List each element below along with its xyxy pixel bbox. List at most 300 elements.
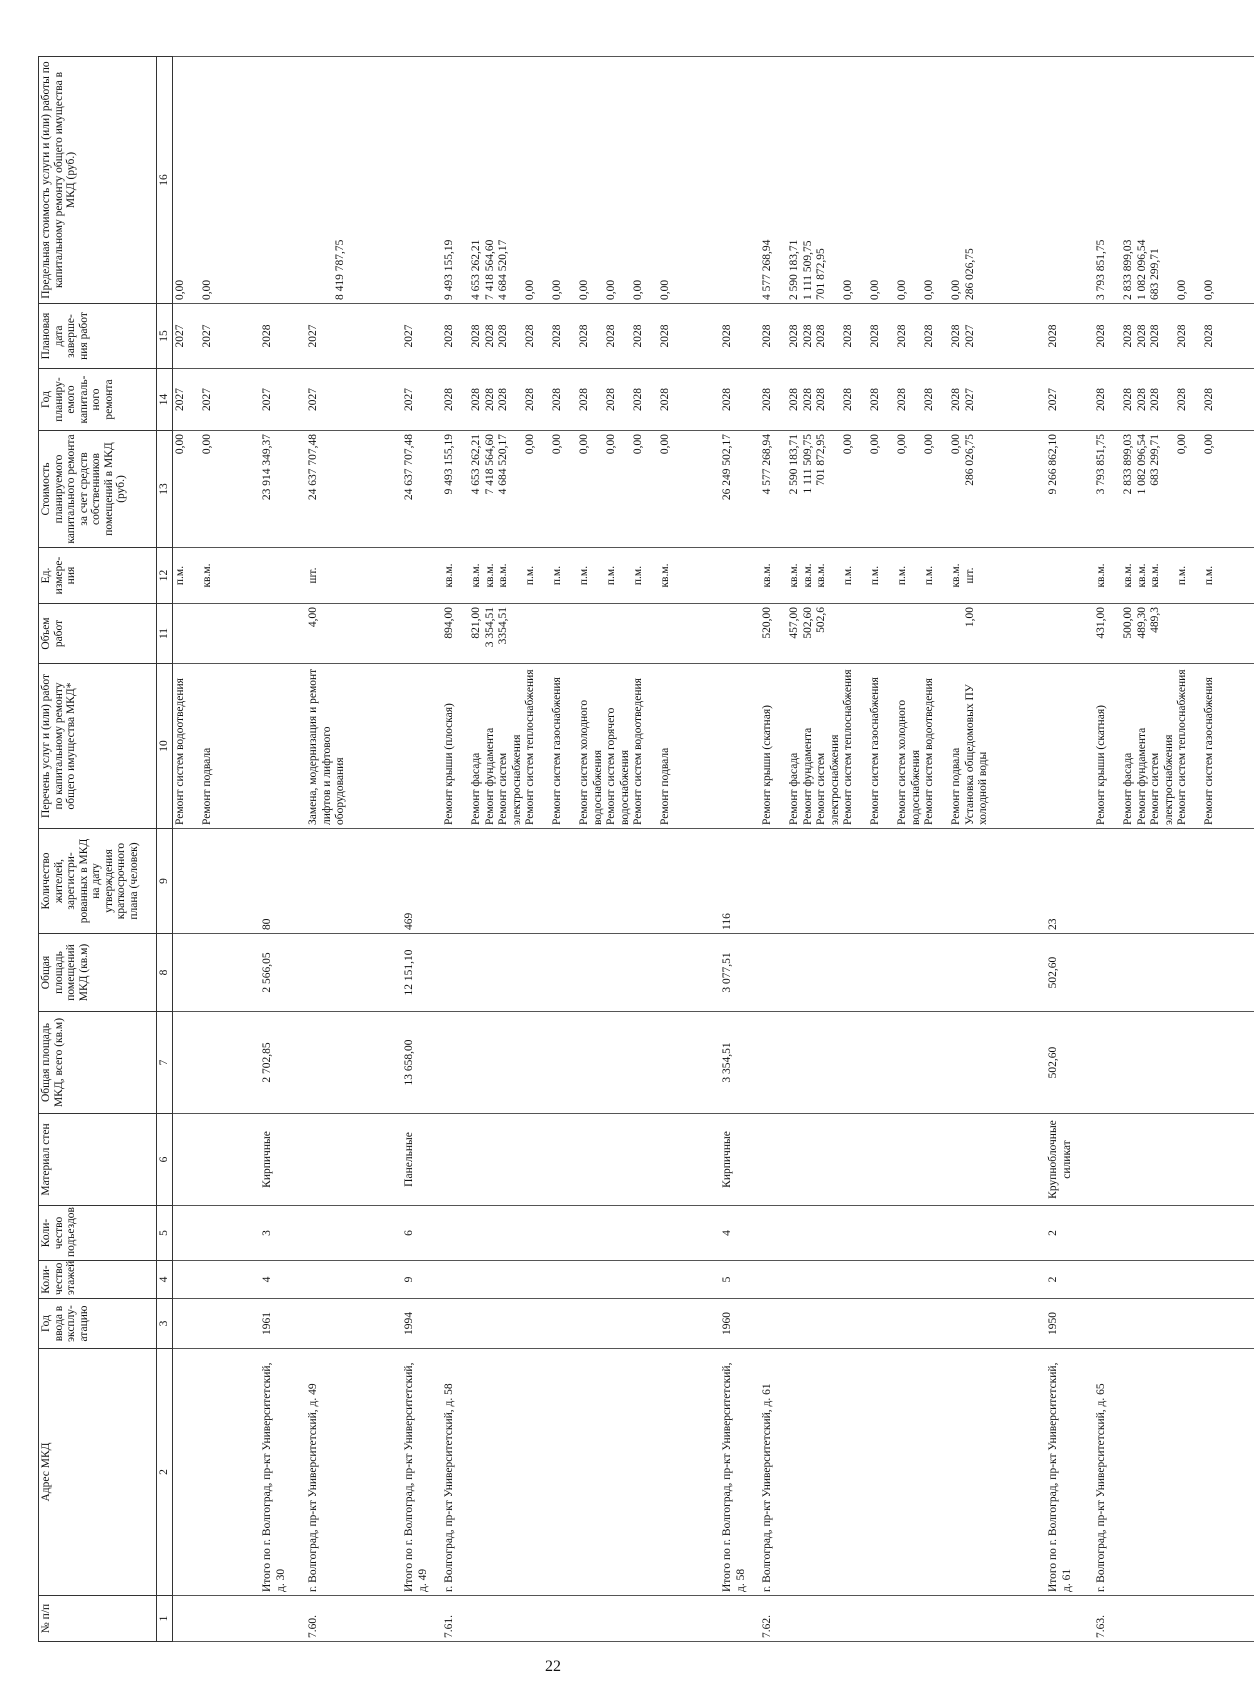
list-item: 0,00 [869,434,881,455]
volumes-list [442,604,720,664]
list-item: 2028 [1122,324,1134,348]
table-body [172,57,1254,1642]
wall-material-cell [1094,1114,1254,1206]
header-cell: Материал стен [39,1114,157,1206]
list-item: 2028 [815,324,827,348]
volumes-list [172,604,260,664]
list-item: 2028 [483,324,496,348]
list-item: 2027 [403,324,415,348]
list-item: 2028 [1149,388,1161,411]
list-item: кв.м. [1095,563,1107,588]
list-item: 4,00 [307,607,319,628]
list-item [950,607,964,660]
address-cell: Итого по г. Волгоград, пр-кт Университетский, д. 61 [1046,1349,1094,1596]
plan-year-list [760,369,1046,431]
row-number [720,1596,760,1642]
page-number: 22 [545,1658,561,1675]
residents-cell: 80 [260,829,306,934]
list-item: 0,00 [200,434,213,455]
wall-material-cell: Крупноблочные силикат [1046,1114,1094,1206]
list-item: 2028 [1047,324,1059,348]
list-item: 23 914 349,37 [261,434,273,501]
list-item: кв.м. [483,563,496,588]
plan-year-list [1094,369,1254,431]
list-item: кв.м. [1149,563,1161,588]
list-item: 2028 [896,388,908,411]
residents-cell [760,829,1046,934]
list-item [869,607,896,660]
commission-year-cell: 1961 [260,1299,306,1349]
residents-cell: 469 [402,829,442,934]
column-number-row [157,57,173,1642]
list-item: п.м. [923,565,935,586]
entrances-cell: 6 [402,1206,442,1261]
list-item: 0,00 [923,279,935,300]
list-item: Ремонт систем теплоснабжения [1176,669,1188,825]
list-item: кв.м. [1122,563,1134,588]
volumes-list [306,604,402,664]
rooms-area-cell [1094,934,1254,1012]
rooms-area-cell [306,934,402,1012]
table-row [720,57,760,1642]
list-item: 3 793 851,75 [1095,434,1107,495]
list-item: кв.м. [815,563,827,588]
list-item: 2028 [261,324,273,348]
list-item: 2028 [1135,324,1148,348]
list-item: 2027 [261,388,273,411]
list-item: 2027 [403,388,415,411]
table-row [402,57,442,1642]
total-area-cell [172,1012,260,1114]
list-item: п.м. [524,565,536,586]
total-area-cell: 13 658,00 [402,1012,442,1114]
works-list [260,664,306,829]
costs-list [306,431,402,548]
list-item: Ремонт систем газоснабжения [551,677,563,825]
floors-cell [1094,1261,1254,1299]
list-item: 2028 [443,324,455,348]
entrances-cell: 3 [260,1206,306,1261]
end-date-list [760,304,1046,369]
list-item: 7 418 564,60 [483,239,496,300]
list-item [659,607,673,660]
address-cell [172,1349,260,1596]
rooms-area-cell [172,934,260,1012]
list-item: 0,00 [605,434,617,455]
costs-list [172,431,260,548]
header-cell: Общая площадь помещений МКД (кв.м) [39,934,157,1012]
list-item: 4 577 268,94 [761,239,773,300]
list-item: 0,00 [173,434,186,455]
list-item: 489,3 [1149,607,1161,633]
entrances-cell [1094,1206,1254,1261]
list-item: 0,00 [842,279,854,300]
list-item: 2027 [1047,388,1059,411]
list-item: 2028 [721,388,733,411]
header-cell: № п/п [39,1596,157,1642]
list-item: п.м. [896,565,908,586]
end-date-list [1094,304,1254,369]
works-list [442,664,720,829]
row-number [1046,1596,1094,1642]
row-number [172,1596,260,1642]
list-item: п.м. [173,565,186,586]
list-item: Ремонт систем газоснабжения [869,677,881,825]
list-item: 0,00 [950,434,962,455]
limit-cost-list [760,57,1046,304]
list-item [842,607,869,660]
limit-cost-list [442,57,720,304]
list-item: 2 590 183,71 [788,434,800,495]
entrances-cell [172,1206,260,1261]
list-item: Ремонт систем холодного водоснабжения [578,699,604,825]
list-item: Ремонт систем теплоснабжения [842,669,854,825]
units-list [260,548,306,604]
list-item: 0,00 [1176,434,1188,455]
costs-list [760,431,1046,548]
header-cell: Объем работ [39,604,157,664]
commission-year-cell [760,1299,1046,1349]
floors-cell: 4 [260,1261,306,1299]
list-item: п.м. [551,565,563,586]
list-item: Ремонт фасада [470,752,482,825]
wall-material-cell: Кирпичные [720,1114,760,1206]
list-item: кв.м. [801,563,814,588]
entrances-cell [442,1206,720,1261]
list-item: 0,00 [896,434,908,455]
list-item: 2028 [842,324,854,348]
list-item [1203,607,1230,660]
list-item [174,607,201,660]
list-item: 3 354,51 [483,607,496,648]
list-item: 0,00 [200,279,213,300]
entrances-cell: 2 [1046,1206,1094,1261]
header-cell: Год ввода в эксплу-атацию [39,1299,157,1349]
total-area-cell: 502,60 [1046,1012,1094,1114]
wall-material-cell [172,1114,260,1206]
floors-cell [760,1261,1046,1299]
list-item: кв.м. [659,563,671,588]
list-item: 2 590 183,71 [788,239,800,300]
list-item: 9 493 155,19 [443,434,455,495]
works-list [172,664,260,829]
row-number [260,1596,306,1642]
list-item: 2028 [950,324,962,348]
header-cell: Стоимость планируемого капитального ремонта за счет средств собственников помещений в МКД (руб.) [39,431,157,548]
list-item: 0,00 [173,279,186,300]
list-item: 2028 [605,388,617,411]
list-item: 2028 [632,324,644,348]
list-item: 0,00 [842,434,854,455]
wall-material-cell [442,1114,720,1206]
plan-year-list [720,369,760,431]
list-item: 286 026,75 [963,434,976,486]
floors-cell: 9 [402,1261,442,1299]
wall-material-cell: Кирпичные [260,1114,306,1206]
list-item: 2027 [200,388,213,411]
list-item: 2028 [1176,388,1188,411]
list-item: 2028 [869,388,881,411]
list-item: 0,00 [524,279,536,300]
list-item: 0,00 [659,434,671,455]
list-item: 24 637 707,48 [403,434,415,501]
column-number: 13 [157,431,173,548]
repair-plan-table [38,56,1254,1642]
list-item: 701 872,95 [815,248,827,300]
list-item: 2028 [1095,324,1107,348]
row-number [402,1596,442,1642]
list-item: Ремонт фундамента [1135,727,1148,825]
floors-cell: 2 [1046,1261,1094,1299]
rooms-area-cell: 3 077,51 [720,934,760,1012]
list-item: 2028 [1203,388,1215,411]
list-item: 2027 [200,324,213,348]
table-row [306,57,402,1642]
total-area-cell [306,1012,402,1114]
list-item: 1 082 096,54 [1135,434,1148,495]
list-item: Ремонт систем теплоснабжения [524,669,536,825]
list-item: 2028 [842,388,854,411]
list-item: кв.м. [470,563,482,588]
costs-list [442,431,720,548]
list-item: 9 493 155,19 [443,239,455,300]
commission-year-cell: 1994 [402,1299,442,1349]
list-item: п.м. [1176,565,1188,586]
list-item: 2028 [497,324,509,348]
list-item: 2028 [761,388,773,411]
list-item: 2028 [721,324,733,348]
address-cell: г. Волгоград, пр-кт Университетский, д. 65 [1094,1349,1254,1596]
end-date-list [260,304,306,369]
list-item: кв.м. [1135,563,1148,588]
row-number: 7.61. [442,1596,720,1642]
works-list [720,664,760,829]
commission-year-cell [1094,1299,1254,1349]
list-item: 2028 [1203,324,1215,348]
residents-cell [306,829,402,934]
rooms-area-cell: 2 566,05 [260,934,306,1012]
wall-material-cell: Панельные [402,1114,442,1206]
list-item: 2027 [963,388,976,411]
volumes-list [402,604,442,664]
list-item: 0,00 [632,434,644,455]
list-item: 2028 [497,388,509,411]
list-item [1176,607,1203,660]
row-number: 7.63. [1094,1596,1254,1642]
list-item: 2028 [896,324,908,348]
list-item: 2028 [801,324,814,348]
list-item: Установка общедомовых ПУ холодной воды [963,684,989,825]
list-item: Ремонт фасада [1122,752,1134,825]
column-number: 12 [157,548,173,604]
list-item: 2028 [788,324,800,348]
header-cell: Коли-чество подъездов [39,1206,157,1261]
volumes-list [260,604,306,664]
list-item: 8 419 787,75 [334,239,346,300]
list-item [605,607,632,660]
table-row [1094,57,1254,1642]
table-row [760,57,1046,1642]
list-item: 24 637 707,48 [307,434,319,501]
list-item: 2027 [173,324,186,348]
header-cell: Перечень услуг и (или) работ по капитальному ремонту общего имущества МКД* [39,664,157,829]
volumes-list [1046,604,1094,664]
column-number: 10 [157,664,173,829]
list-item: п.м. [869,565,881,586]
end-date-list [720,304,760,369]
list-item: 4 684 520,17 [497,434,509,495]
entrances-cell [306,1206,402,1261]
list-item: 2028 [761,324,773,348]
commission-year-cell: 1950 [1046,1299,1094,1349]
list-item: 2027 [307,388,319,411]
list-item: 7 418 564,60 [483,434,496,495]
plan-year-list [172,369,260,431]
list-item: 2028 [1135,388,1148,411]
column-number: 14 [157,369,173,431]
list-item: 2 833 899,03 [1122,239,1134,300]
list-item: 2028 [605,324,617,348]
units-list [720,548,760,604]
list-item: 2028 [923,388,935,411]
list-item: 2028 [470,388,482,411]
floors-cell [306,1261,402,1299]
units-list [1094,548,1254,604]
address-cell: Итого по г. Волгоград, пр-кт Университетский, д. 58 [720,1349,760,1596]
list-item: Ремонт систем водоотведения [923,678,935,825]
column-number: 1 [157,1596,173,1642]
list-item: 2028 [950,388,962,411]
list-item: 683 299,71 [1149,434,1161,486]
floors-cell: 5 [720,1261,760,1299]
list-item: 0,00 [1203,434,1215,455]
list-item: 0,00 [896,279,908,300]
list-item: 2028 [1095,388,1107,411]
wall-material-cell [306,1114,402,1206]
list-item: 0,00 [1176,279,1188,300]
plan-year-list [442,369,720,431]
list-item: Ремонт систем электроснабжения [497,734,523,825]
list-item: Ремонт фундамента [801,727,814,825]
list-item: Ремонт крыши (скатная) [761,705,773,825]
address-cell: Итого по г. Волгоград, пр-кт Университетский, д. 30 [260,1349,306,1596]
list-item: Ремонт фундамента [483,727,496,825]
list-item: кв.м. [497,563,509,588]
list-item: 2028 [524,324,536,348]
list-item: 2028 [788,388,800,411]
list-item: 2028 [1122,388,1134,411]
column-number: 4 [157,1261,173,1299]
header-cell: Предельная стоимость услуги и (или) работы по капитальному ремонту общего имущества в МКД (руб.) [39,57,157,304]
column-number: 8 [157,934,173,1012]
list-item: 500,00 [1122,607,1134,639]
list-item: п.м. [632,565,644,586]
list-item: 701 872,95 [815,434,827,486]
costs-list [1046,431,1094,548]
list-item: 2028 [659,388,671,411]
table-row [1046,57,1094,1642]
list-item: 821,00 [470,607,482,639]
list-item: 2027 [173,388,186,411]
list-item: 3 793 851,75 [1095,239,1107,300]
list-item: 4 653 262,21 [470,434,482,495]
plan-year-list [260,369,306,431]
list-item: 520,00 [761,607,773,639]
costs-list [720,431,760,548]
rooms-area-cell [442,934,720,1012]
list-item: 2027 [963,324,976,348]
list-item: 2028 [923,324,935,348]
list-item: п.м. [1203,565,1215,586]
list-item: 0,00 [524,434,536,455]
volumes-list [1094,604,1254,664]
rooms-area-cell [760,934,1046,1012]
header-cell: Общая площадь МКД, всего (кв.м) [39,1012,157,1114]
list-item: 4 577 268,94 [761,434,773,495]
total-area-cell [442,1012,720,1114]
column-number: 16 [157,57,173,304]
limit-cost-list [1046,57,1094,304]
list-item: Ремонт систем горячего водоснабжения [605,707,631,825]
list-item: 26 249 502,17 [721,434,733,501]
list-item: 0,00 [923,434,935,455]
column-number: 2 [157,1349,173,1596]
rooms-area-cell: 502,60 [1046,934,1094,1012]
list-item: 2028 [578,324,590,348]
residents-cell: 23 [1046,829,1094,934]
address-cell: г. Волгоград, пр-кт Университетский, д. 49 [306,1349,402,1596]
units-list [402,548,442,604]
total-area-cell: 2 702,85 [260,1012,306,1114]
limit-cost-list [402,57,442,304]
costs-list [1094,431,1254,548]
list-item: 0,00 [1203,279,1215,300]
works-list [402,664,442,829]
list-item: 2028 [483,388,496,411]
list-item [551,607,578,660]
list-item: 2028 [578,388,590,411]
total-area-cell [760,1012,1046,1114]
volumes-list [720,604,760,664]
entrances-cell [760,1206,1046,1261]
list-item: Ремонт крыши (плоская) [443,703,455,825]
header-cell: Количество жителей, зарегистри-рованных в МКД на дату утверждения краткосрочного плана (человек) [39,829,157,934]
floors-cell [442,1261,720,1299]
floors-cell [172,1261,260,1299]
end-date-list [1046,304,1094,369]
list-item: 2028 [1176,324,1188,348]
list-item: 2028 [524,388,536,411]
list-item: Ремонт систем водоотведения [173,678,186,825]
list-item: Ремонт крыши (скатная) [1095,705,1107,825]
units-list [442,548,720,604]
costs-list [402,431,442,548]
list-item: 4 684 520,17 [497,239,509,300]
list-item: 0,00 [605,279,617,300]
list-item: 1 111 509,75 [801,240,814,300]
list-item: 286 026,75 [963,248,976,300]
list-item: п.м. [605,565,617,586]
list-item: кв.м. [443,563,455,588]
list-item: 2028 [443,388,455,411]
list-item: 2028 [659,324,671,348]
entrances-cell: 4 [720,1206,760,1261]
list-item: 2028 [551,388,563,411]
list-item: 2028 [632,388,644,411]
header-cell: Адрес МКД [39,1349,157,1596]
list-item: Ремонт систем водоотведения [632,678,644,825]
list-item: 2028 [815,388,827,411]
